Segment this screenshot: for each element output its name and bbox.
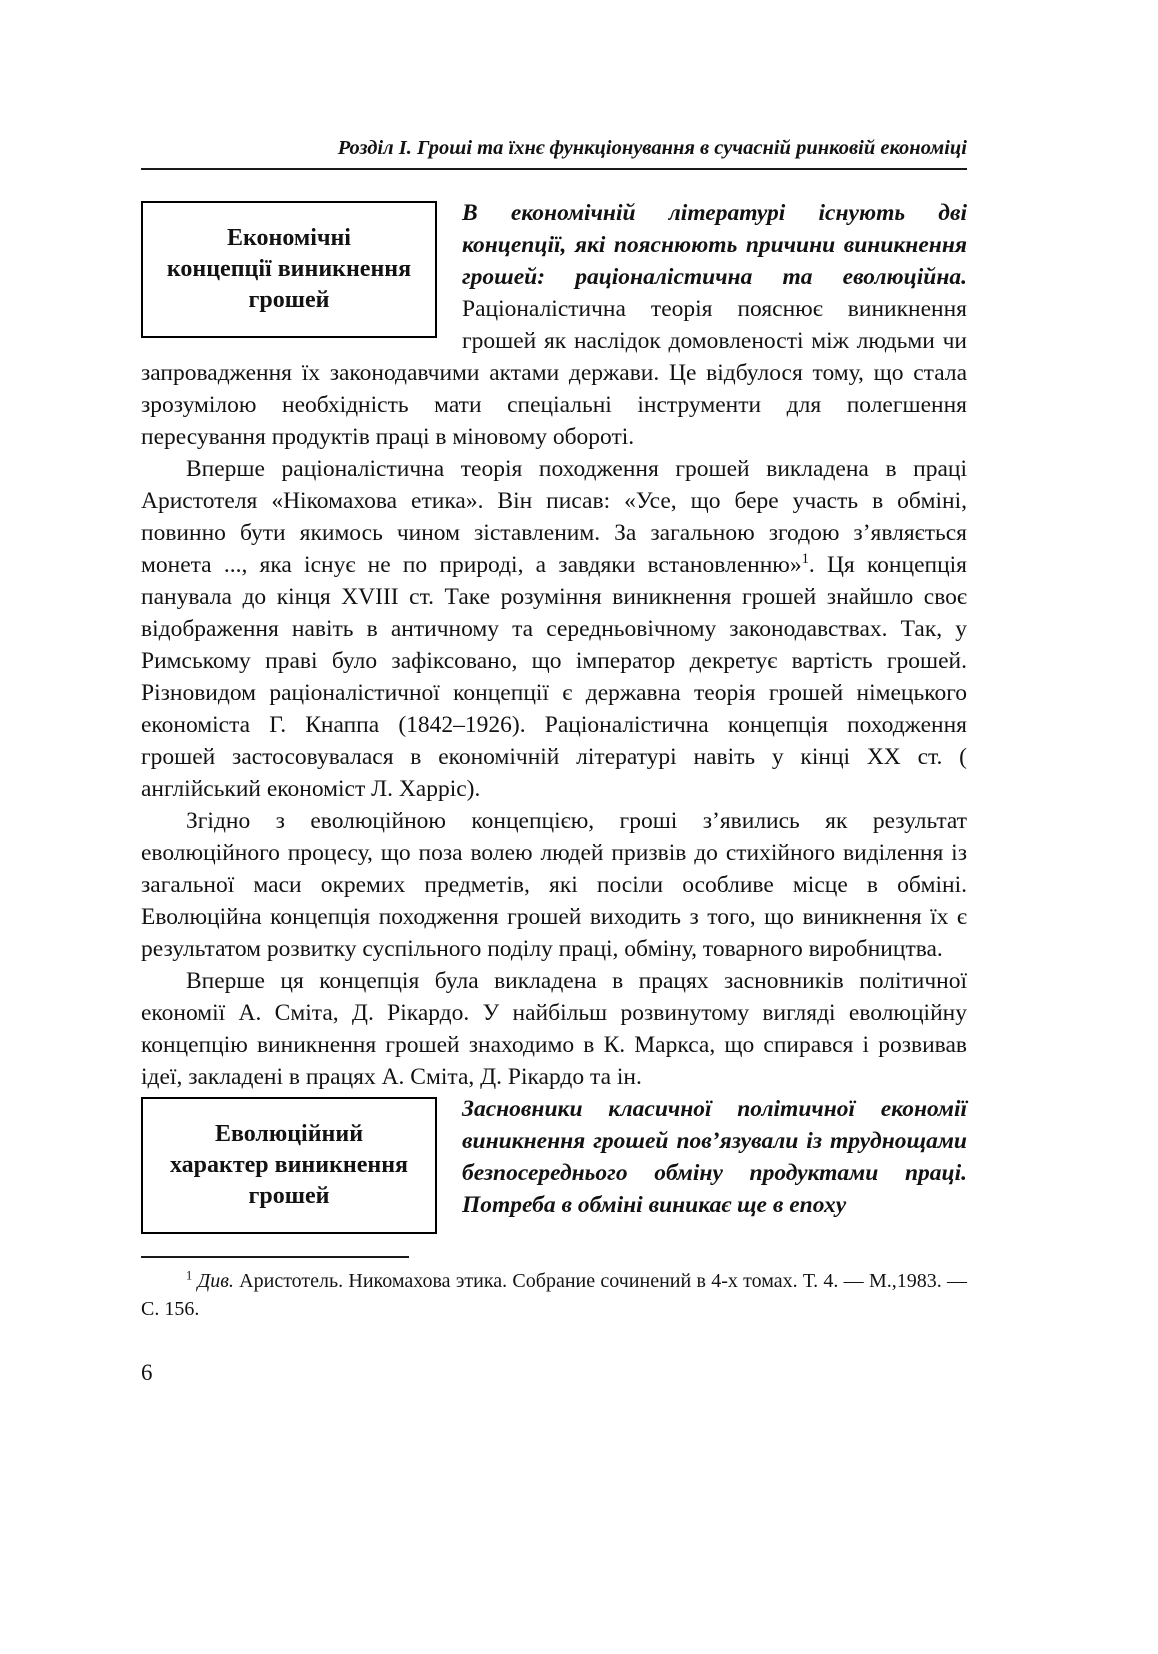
footnote-rule [141, 1256, 409, 1258]
concept-box-title-line: грошей [248, 287, 330, 313]
paragraph-rationalist-theory [141, 453, 967, 805]
footnote-number: 1 [186, 1268, 193, 1283]
footnote-label-italic: Див. [192, 1270, 234, 1292]
page-content [141, 136, 967, 1389]
concept-box-title-line: концепції виникнення [166, 256, 412, 282]
footnote-reference: 1 [801, 551, 809, 568]
concept-box-title-line: характер виникнення [169, 1152, 409, 1178]
paragraph-founders [141, 965, 967, 1093]
footnote-citation: Аристотель. Никомахова этика. Собрание сочинений в 4-х томах. Т. 4. — М.,1983. — С. 156. [141, 1270, 968, 1320]
paragraph-text: . Ця концепція панувала до кінця XVIII ст. Таке розуміння виникнення грошей знайшло своє відображення навіть в античному та середньовічному законодавствах. Так, у Римському праві було зафіксовано, що імператор декретує вартість грошей. Різновидом раціоналістичної концепції є державна теорія грошей німецького економіста Г. Кнаппа (1842–1926). Раціоналістична концепція походження грошей застосовувалася в економічній літературі навіть у кінці XX ст. ( англійський економіст Л. Харріс). [141, 552, 967, 802]
footnote-block [141, 1244, 967, 1323]
concept-box-evolutionary-character [141, 1097, 437, 1234]
lead-sentence-italic: В економічній літературі існують дві концепції, які пояснюють причини виникнення грошей: раціоналістична та еволюційна. [462, 200, 967, 290]
paragraph-text: Вперше ця концепція була викладена в працях засновників політичної економії А. Сміта, Д. Рікардо. У найбільш розвинутому вигляді еволюційну концепцію виникнення грошей знаходимо в К. Маркса, що спирався і розвивав ідеї, закладені в працях А. Сміта, Д. Рікардо та ін. [141, 968, 967, 1090]
running-head: Розділ І. Гроші та їхнє функціонування в сучасній ринковій економіці [141, 136, 967, 170]
concept-box-economic-concepts [141, 201, 437, 338]
lead-sentence-italic: Засновники класичної політичної економії виникнення грошей пов’язували із труднощами безпосереднього обміну продуктами праці. Потреба в обміні виникає ще в епоху [462, 1096, 967, 1218]
page-number: 6 [141, 1360, 153, 1385]
paragraph-evolutionary-concept [141, 805, 967, 965]
footnote-text [141, 1267, 967, 1323]
paragraph-text: Вперше раціоналістична теорія походження грошей викладена в праці Аристотеля «Нікомахова етика». Він писав: «Усе, що бере участь в обміні, повинно бути якимось чином зіставленим. За загальною згодою з’являється монета ..., яка існує не по природі, а завдяки встановленню» [141, 456, 967, 578]
concept-box-title-line: грошей [248, 1183, 330, 1209]
paragraph-text: Згідно з еволюційною концепцією, гроші з’явились як результат еволюційного процесу, що поза волею людей призвів до стихійного виділення із загальної маси окремих предметів, які посіли особливе місце в обміні. Еволюційна концепція походження грошей виходить з того, що виникнення їх є результатом розвитку суспільного поділу праці, обміну, товарного виробництва. [141, 808, 967, 962]
concept-box-title-line: Еволюційний [214, 1121, 364, 1147]
paragraph-lead-rest: Раціоналістична теорія пояснює виникнення грошей як наслідок домовленості між людьми чи запровадження їх законодавчими актами держави. Це відбулося тому, що стала зрозумілою необхідність мати спеціальні інструменти для полегшення пересування продуктів праці в міновому обороті. [141, 296, 967, 450]
concept-box-title-line: Економічні [227, 225, 351, 251]
body-text [141, 197, 967, 1389]
